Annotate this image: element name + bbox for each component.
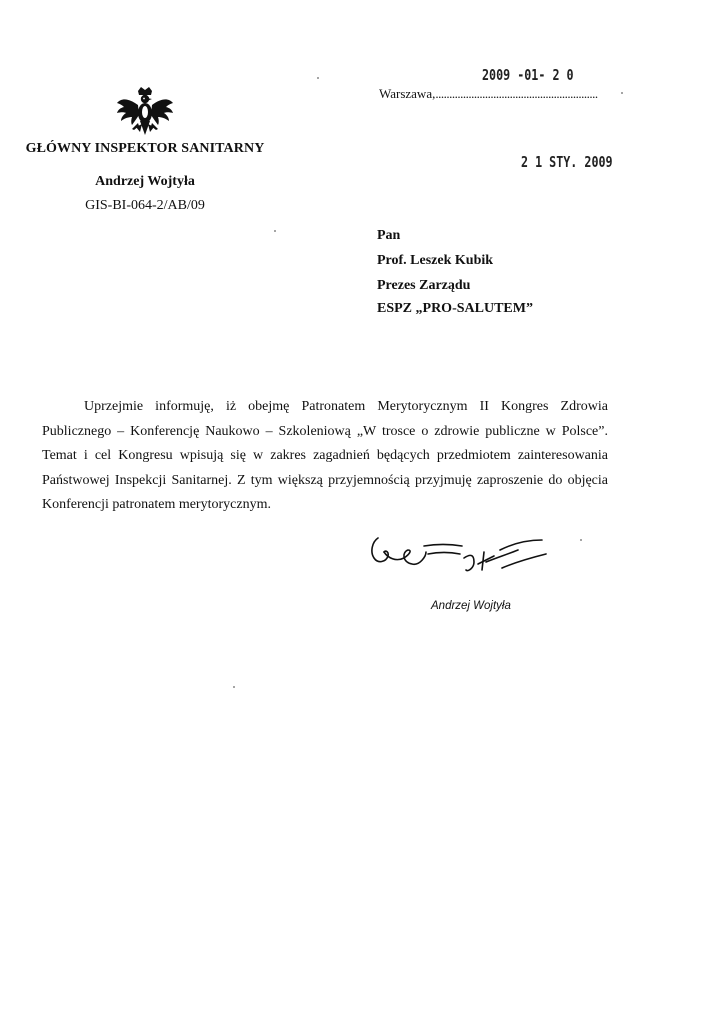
reference-number: GIS-BI-064-2/AB/09 xyxy=(85,198,205,213)
recipient-organization: ESPZ „PRO-SALUTEM” xyxy=(377,301,533,316)
scan-speck xyxy=(580,539,582,541)
letter-body xyxy=(42,395,608,518)
recipient-salutation: Pan xyxy=(377,228,401,243)
place-date-line xyxy=(379,86,598,102)
body-paragraph: Uprzejmie informuję, iż obejmę Patronatem Merytorycznym II Kongres Zdrowia Publicznego – Konferencję Naukowo – Szkoleniową „W trosce o zdrowie publiczne w Polsce”. Temat i cel Kongresu wpisują się w zakres zagadnień będących przedmiotem zainteresowania Państwowej Inspekcji Sanitarnej. Z tym większą przyjemnością przyjmuję zaproszenie do objęcia Konferencji patronatem merytorycznym. xyxy=(42,399,608,512)
received-date-stamp: 2009 -01- 2 0 xyxy=(482,66,574,84)
recipient-position: Prezes Zarządu xyxy=(377,278,471,293)
polish-eagle-emblem-icon xyxy=(116,85,174,141)
scan-speck xyxy=(317,77,319,79)
issuer-title: GŁÓWNY INSPEKTOR SANITARNY xyxy=(25,141,265,156)
place-label: Warszawa, xyxy=(379,86,436,101)
scan-speck xyxy=(233,686,235,688)
scan-speck xyxy=(621,92,623,94)
issuer-name: Andrzej Wojtyła xyxy=(95,174,195,189)
recipient-name: Prof. Leszek Kubik xyxy=(377,253,494,268)
scan-speck xyxy=(274,230,276,232)
date-stamp: 2 1 STY. 2009 xyxy=(521,153,613,171)
signature-printed-name: Andrzej Wojtyła xyxy=(431,600,511,612)
handwritten-signature-icon xyxy=(366,532,566,580)
place-dots: ........................................................... xyxy=(435,86,598,101)
